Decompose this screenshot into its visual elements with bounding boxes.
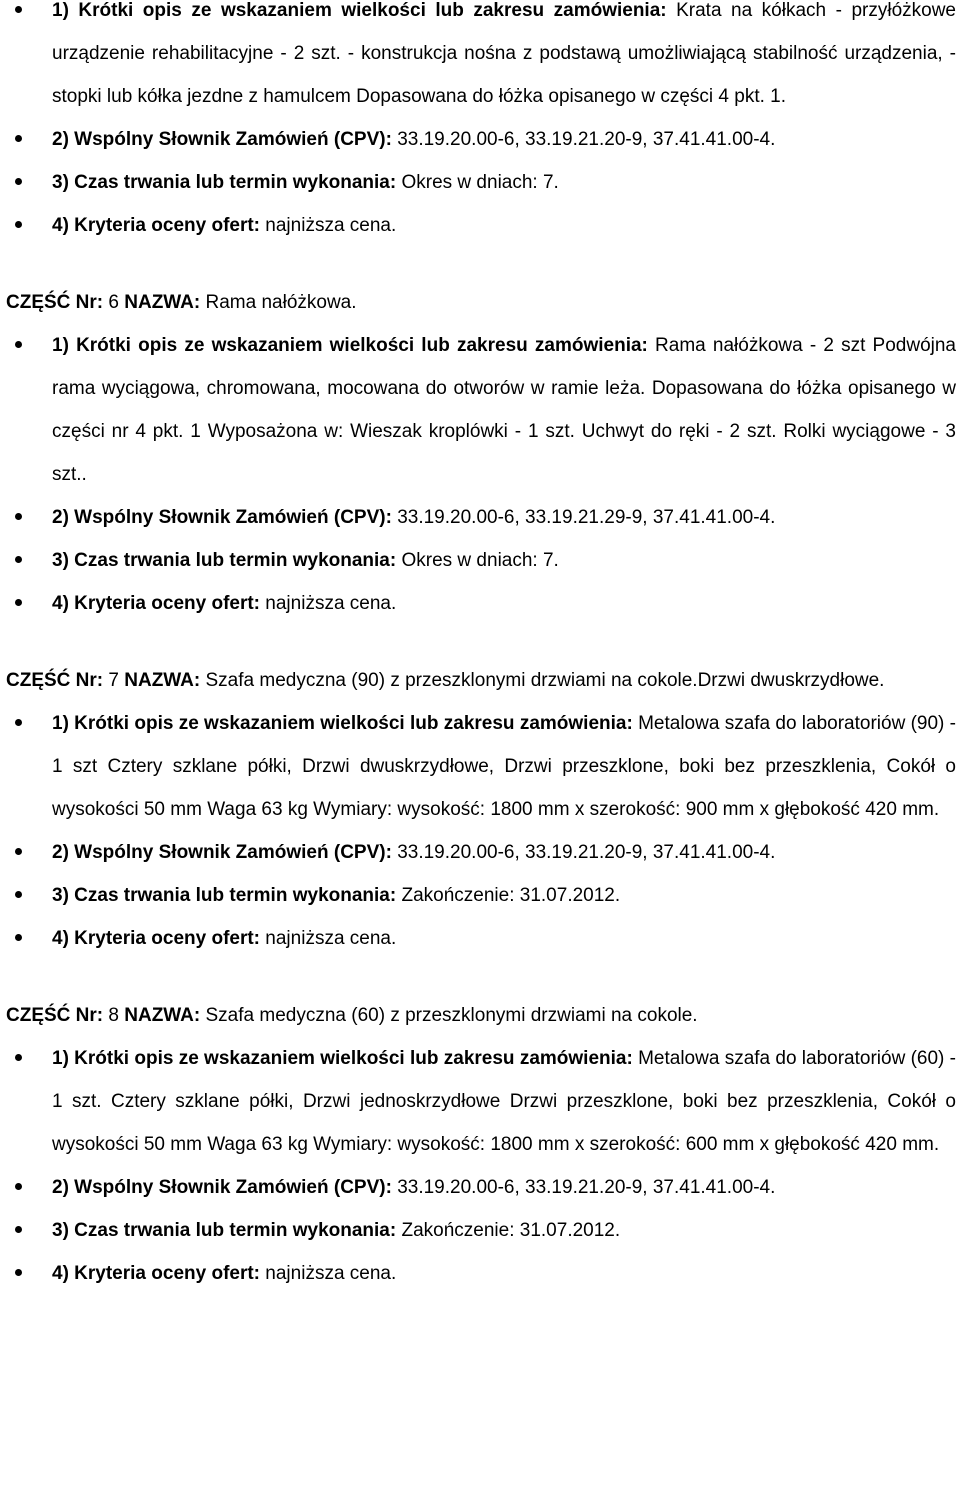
- item-label: 4) Kryteria oceny ofert:: [52, 928, 261, 949]
- item-text: Krata na kółkach - przyłóżkowe urządzenie rehabilitacyjne - 2 szt. - konstrukcja nośna z podstawą umożliwiającą stabilność urządzenia, - stopki lub kółka jezdne z hamulcem Dopasowana do łóżka opisanego w części 4 pkt. 1.: [52, 0, 956, 107]
- item-text: 33.19.20.00-6, 33.19.21.20-9, 37.41.41.00-4.: [391, 1177, 776, 1198]
- bullet-icon: [15, 934, 22, 941]
- item-label: 3) Czas trwania lub termin wykonania:: [52, 1220, 397, 1241]
- list-item: [6, 324, 956, 496]
- bullet-icon: [15, 891, 22, 898]
- list-item: [6, 204, 956, 247]
- item-label: 4) Kryteria oceny ofert:: [52, 1263, 261, 1284]
- list-item: [6, 1252, 956, 1295]
- part-name: Szafa medyczna (90) z przeszklonymi drzwiami na cokole.Drzwi dwuskrzydłowe.: [200, 670, 885, 691]
- item-label: 1) Krótki opis ze wskazaniem wielkości lub zakresu zamówienia:: [52, 335, 648, 356]
- part-heading: [6, 659, 956, 702]
- item-text: Okres w dniach: 7.: [396, 550, 559, 571]
- list-item: [6, 917, 956, 960]
- list-item: [6, 118, 956, 161]
- part-name: Rama nałóżkowa.: [200, 292, 357, 313]
- item-label: 2) Wspólny Słownik Zamówień (CPV):: [52, 1177, 392, 1198]
- list-item: [6, 0, 956, 118]
- name-label: NAZWA:: [124, 1005, 201, 1026]
- bullet-icon: [15, 221, 22, 228]
- part-number: 7: [103, 670, 125, 691]
- bullet-icon: [15, 341, 22, 348]
- item-label: 1) Krótki opis ze wskazaniem wielkości lub zakresu zamówienia:: [52, 0, 667, 21]
- part-number: 6: [103, 292, 125, 313]
- item-text: najniższa cena.: [260, 1263, 397, 1284]
- item-label: 2) Wspólny Słownik Zamówień (CPV):: [52, 129, 392, 150]
- list-item: [6, 496, 956, 539]
- item-text: 33.19.20.00-6, 33.19.21.29-9, 37.41.41.00-4.: [391, 507, 776, 528]
- list-item: [6, 1037, 956, 1166]
- item-label: 3) Czas trwania lub termin wykonania:: [52, 172, 397, 193]
- bullet-icon: [15, 513, 22, 520]
- list-item: [6, 702, 956, 831]
- list-item: [6, 1166, 956, 1209]
- item-label: 4) Kryteria oceny ofert:: [52, 593, 261, 614]
- list-item: [6, 582, 956, 625]
- bullet-icon: [15, 6, 22, 13]
- item-text: Okres w dniach: 7.: [396, 172, 559, 193]
- bullet-icon: [15, 556, 22, 563]
- name-label: NAZWA:: [124, 670, 201, 691]
- item-label: 3) Czas trwania lub termin wykonania:: [52, 885, 397, 906]
- part-name: Szafa medyczna (60) z przeszklonymi drzwiami na cokole.: [200, 1005, 698, 1026]
- item-label: 2) Wspólny Słownik Zamówień (CPV):: [52, 507, 392, 528]
- bullet-icon: [15, 1269, 22, 1276]
- item-text: Zakończenie: 31.07.2012.: [396, 1220, 621, 1241]
- list-item: [6, 874, 956, 917]
- part-label: CZĘŚĆ Nr:: [6, 1005, 104, 1026]
- bullet-icon: [15, 599, 22, 606]
- bullet-icon: [15, 1226, 22, 1233]
- bullet-icon: [15, 719, 22, 726]
- item-text: 33.19.20.00-6, 33.19.21.20-9, 37.41.41.00-4.: [391, 129, 776, 150]
- list-item: [6, 161, 956, 204]
- name-label: NAZWA:: [124, 292, 201, 313]
- item-text: Metalowa szafa do laboratoriów (60) - 1 szt. Cztery szklane półki, Drzwi jednoskrzydłowe Drzwi przeszklone, boki bez przeszklenia, Cokół o wysokości 50 mm Waga 63 kg Wymiary: wysokość: 1800 mm x szerokość: 600 mm x głębokość 420 mm.: [52, 1048, 956, 1155]
- part-heading: [6, 994, 956, 1037]
- item-label: 3) Czas trwania lub termin wykonania:: [52, 550, 397, 571]
- item-text: najniższa cena.: [260, 928, 397, 949]
- item-label: 1) Krótki opis ze wskazaniem wielkości lub zakresu zamówienia:: [52, 713, 633, 734]
- part-label: CZĘŚĆ Nr:: [6, 292, 104, 313]
- item-text: Zakończenie: 31.07.2012.: [396, 885, 621, 906]
- item-label: 2) Wspólny Słownik Zamówień (CPV):: [52, 842, 392, 863]
- list-item: [6, 831, 956, 874]
- bullet-icon: [15, 1183, 22, 1190]
- item-text: najniższa cena.: [260, 593, 397, 614]
- item-text: Rama nałóżkowa - 2 szt Podwójna rama wyciągowa, chromowana, mocowana do otworów w ramie leża. Dopasowana do łóżka opisanego w części nr 4 pkt. 1 Wyposażona w: Wieszak kroplówki - 1 szt. Uchwyt do ręki - 2 szt. Rolki wyciągowe - 3 szt..: [52, 335, 956, 485]
- part-number: 8: [103, 1005, 125, 1026]
- item-label: 1) Krótki opis ze wskazaniem wielkości lub zakresu zamówienia:: [52, 1048, 633, 1069]
- part-heading: [6, 281, 956, 324]
- bullet-icon: [15, 135, 22, 142]
- item-text: najniższa cena.: [260, 215, 397, 236]
- item-text: Metalowa szafa do laboratoriów (90) - 1 szt Cztery szklane półki, Drzwi dwuskrzydłowe, Drzwi przeszklone, boki bez przeszklenia, Cokół o wysokości 50 mm Waga 63 kg Wymiary: wysokość: 1800 mm x szerokość: 900 mm x głębokość 420 mm.: [52, 713, 956, 820]
- item-label: 4) Kryteria oceny ofert:: [52, 215, 261, 236]
- bullet-icon: [15, 1054, 22, 1061]
- list-item: [6, 1209, 956, 1252]
- part-label: CZĘŚĆ Nr:: [6, 670, 104, 691]
- list-item: [6, 539, 956, 582]
- item-text: 33.19.20.00-6, 33.19.21.20-9, 37.41.41.00-4.: [391, 842, 776, 863]
- bullet-icon: [15, 848, 22, 855]
- bullet-icon: [15, 178, 22, 185]
